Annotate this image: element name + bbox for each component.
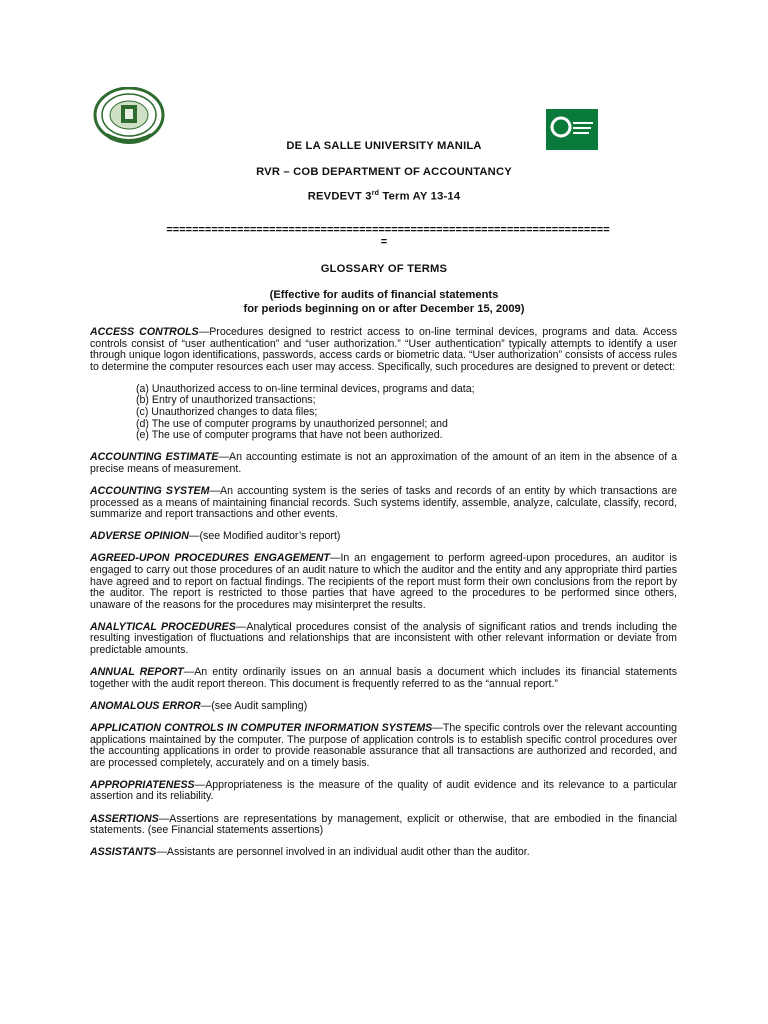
department-name: RVR – COB DEPARTMENT OF ACCOUNTANCY (256, 166, 512, 178)
entry-text: —In an engagement to perform agreed-upon procedures, an auditor is engaged to carry out those procedures of an audit nature to which the auditor and the entity and any appropriate third parties have agreed and to report on factual findings. The recipients of the report must form their own conclusions from the report by the auditor. The report is restricted to those parties that have agreed to the procedures to be performed since others, unaware of the reasons for the procedures may misinterpret the results. (90, 552, 678, 611)
university-name: DE LA SALLE UNIVERSITY MANILA (286, 140, 482, 152)
glossary-body (90, 327, 677, 869)
separator-tail: = (380, 236, 388, 248)
glossary-entry (90, 452, 677, 475)
entry-term: ASSISTANTS (90, 846, 157, 859)
glossary-entry (90, 667, 677, 690)
entry-text: —Analytical procedures consist of the analysis of significant ratios and trends including the resulting investigation of fluctuations and relationships that are inconsistent with other relevant information or deviate from predictable amounts. (90, 620, 677, 657)
entry-term: APPLICATION CONTROLS IN COMPUTER INFORMATION SYSTEMS (90, 721, 433, 734)
glossary-entry (90, 780, 677, 803)
entry-text: —Procedures designed to restrict access to on-line terminal devices, programs and data. Access controls consist of “user authentication” and “user authorization.” “User authentication” typically attempts to identify a user through unique logon identifications, passwords, access cards or biometric data. “User authorization” consists of access rules to determine the computer resources each user may access. Specifically, such procedures are designed to prevent or detect: (90, 326, 677, 373)
entry-text: —Appropriateness is the measure of the quality of audit evidence and its relevance to a particular assertion and its reliability. (90, 778, 677, 803)
glossary-entry (90, 531, 677, 543)
glossary-entry (90, 327, 677, 373)
entry-term: AGREED-UPON PROCEDURES ENGAGEMENT (90, 552, 330, 565)
entry-term: ANNUAL REPORT (90, 666, 184, 679)
effective-note: (Effective for audits of financial statements for periods beginning on or after December 15, 2009) (243, 289, 525, 315)
entry-term: ANALYTICAL PROCEDURES (90, 620, 236, 633)
entry-text: —An accounting estimate is not an approximation of the amount of an item in the absence of a precise means of measurement. (90, 451, 677, 475)
list-item: (e) The use of computer programs that have not been authorized. (136, 429, 443, 442)
list-item: (d) The use of computer programs by unauthorized personnel; and (136, 417, 448, 430)
glossary-entry (90, 622, 677, 657)
entry-term: ADVERSE OPINION (90, 530, 189, 543)
glossary-entry (90, 847, 677, 859)
entry-term: ACCESS CONTROLS (90, 326, 199, 338)
entry-text: —Assertions are representations by management, explicit or otherwise, that are embodied in the financial statements. (see Financial statements assertions) (90, 812, 677, 837)
entry-term: ACCOUNTING ESTIMATE (90, 451, 219, 464)
entry-text: —The specific controls over the relevant accounting applications maintained by the computer. The purpose of application controls is to establish specific control procedures over the accounting applications in order to provide reasonable assurance that all transactions are authorized and recorded, and are processed completely, accurately and on a timely basis. (90, 721, 677, 769)
list-item: (a) Unauthorized access to on-line terminal devices, programs and data; (136, 382, 475, 395)
course-term: REVDEVT 3rd Term AY 13-14 (307, 190, 461, 203)
entry-term: ACCOUNTING SYSTEM (90, 485, 210, 498)
entry-text: —Assistants are personnel involved in an individual audit other than the auditor. (156, 846, 530, 859)
list-item: (b) Entry of unauthorized transactions; (136, 394, 316, 407)
glossary-entry (90, 486, 677, 521)
glossary-entry (90, 814, 677, 837)
entry-term: APPROPRIATENESS (90, 778, 195, 791)
glossary-entry (90, 723, 677, 769)
entry-term: ANOMALOUS ERROR (90, 699, 201, 712)
glossary-entry (90, 553, 677, 611)
separator-line: ===================================================================== (166, 224, 610, 236)
access-controls-list (136, 384, 677, 442)
university-seal-icon (93, 87, 165, 147)
glossary-title: GLOSSARY OF TERMS (320, 263, 448, 275)
entry-text: —An entity ordinarily issues on an annual basis a document which includes its financial statements together with the audit report thereon. This document is frequently referred to as the “annual report.” (90, 666, 677, 690)
list-item: (c) Unauthorized changes to data files; (136, 406, 318, 419)
entry-term: ASSERTIONS (90, 812, 159, 825)
entry-text: —An accounting system is the series of tasks and records of an entity by which transactions are processed as a means of maintaining financial records. Such systems identify, assemble, analyze, calculate, classify, record, summarize and report transactions and other events. (90, 485, 677, 521)
entry-text: —(see Modified auditor’s report) (188, 530, 341, 543)
entry-text: —(see Audit sampling) (200, 699, 308, 712)
glossary-entry (90, 701, 677, 713)
